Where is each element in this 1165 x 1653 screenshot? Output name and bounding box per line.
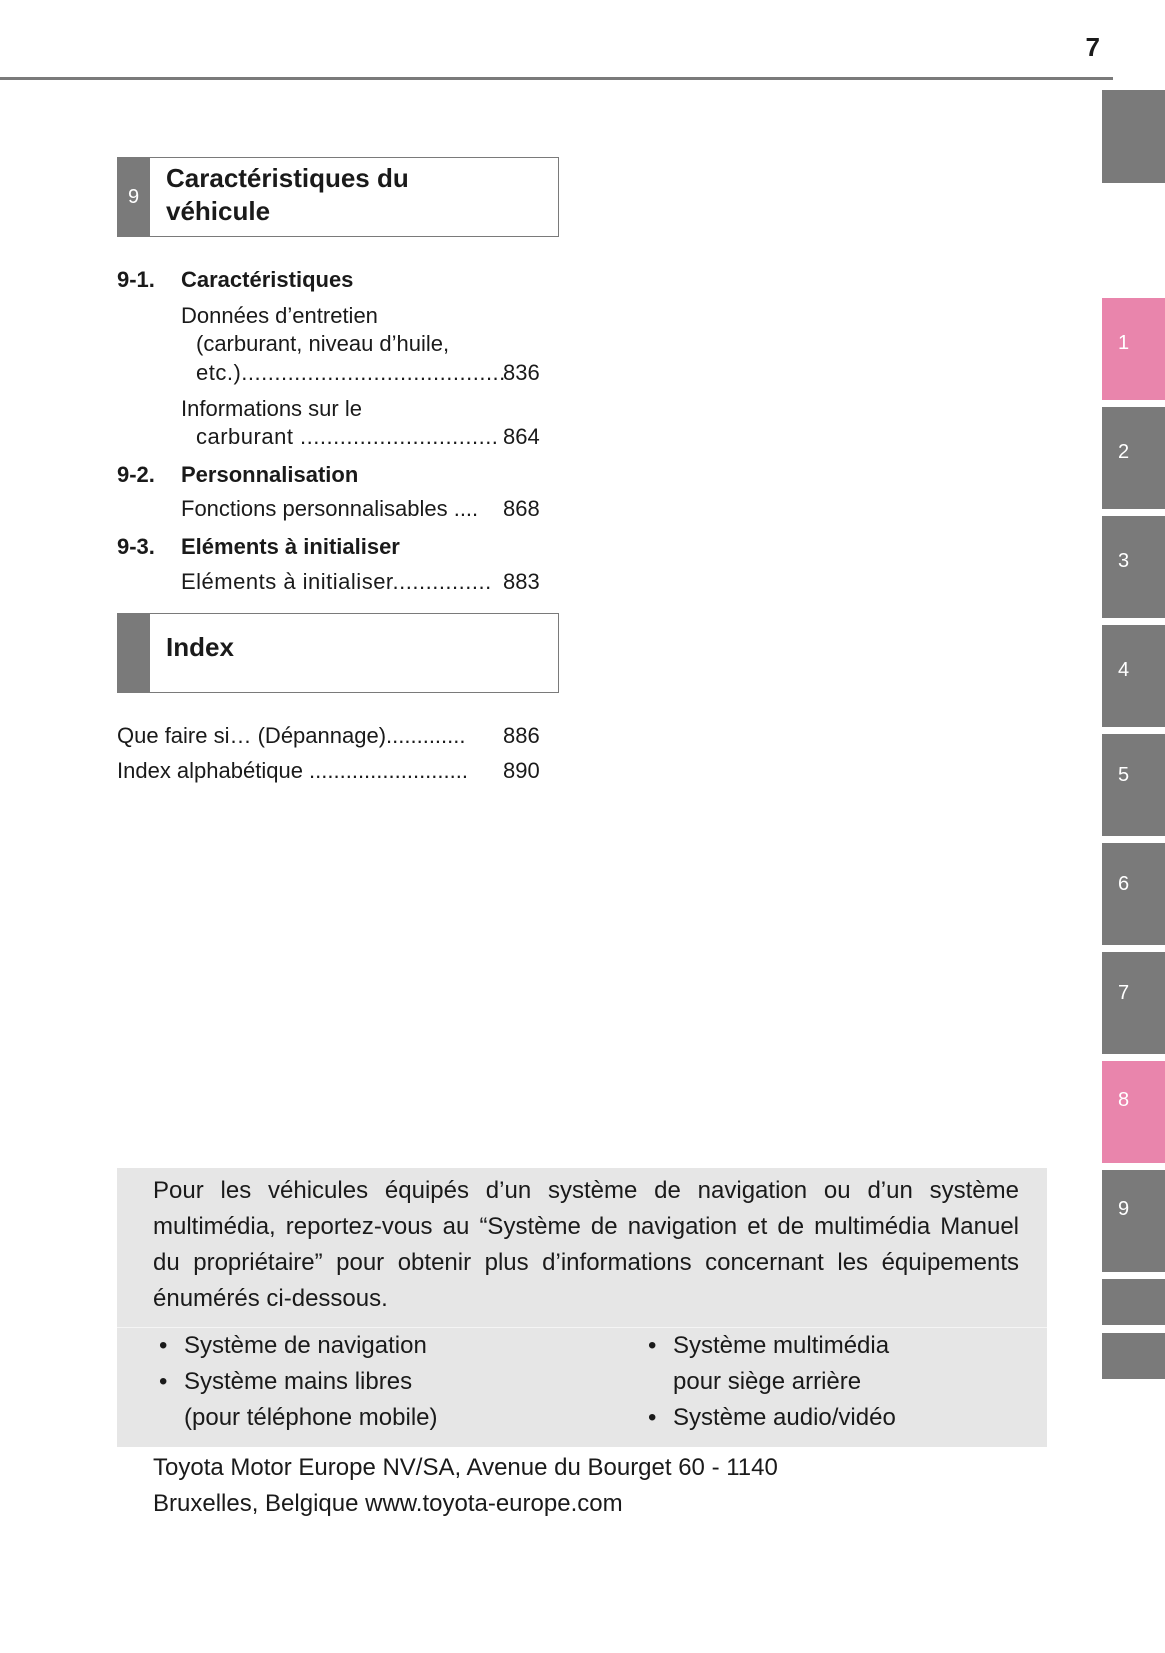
tab-chapter-9[interactable]: 9 xyxy=(1102,1170,1165,1272)
toc-9-2-title[interactable]: Personnalisation xyxy=(181,462,359,487)
page-number: 7 xyxy=(1085,32,1100,62)
toc-9-3-title[interactable]: Eléments à initialiser xyxy=(181,534,400,559)
tab-chapter-1[interactable]: 1 xyxy=(1102,298,1165,400)
tab-blank-top[interactable] xyxy=(1102,90,1165,183)
footer-address-line1: Toyota Motor Europe NV/SA, Avenue du Bourget 60 - 1140 xyxy=(153,1454,778,1481)
index-title: Index xyxy=(166,632,234,662)
toc-entry-donnees-page[interactable]: 836 xyxy=(503,360,540,385)
bullet-multimedia-line2: pour siège arrière xyxy=(673,1368,862,1395)
toc-entry-carburant-page[interactable]: 864 xyxy=(503,424,540,449)
toc-entry-fonctions-page[interactable]: 868 xyxy=(503,496,540,521)
bullet-mains-libres-line1: Système mains libres xyxy=(184,1368,413,1395)
toc-entry-carburant-line1[interactable]: Informations sur le xyxy=(181,396,362,421)
tab-chapter-8[interactable]: 8 xyxy=(1102,1061,1165,1163)
bullet-audio-video: Système audio/vidéo xyxy=(673,1404,896,1431)
index-bar xyxy=(117,613,150,693)
toc-9-2-number: 9-2. xyxy=(117,462,155,487)
section-9-header xyxy=(117,157,559,237)
section-9-number: 9 xyxy=(117,157,150,237)
toc-9-1-title[interactable]: Caractéristiques xyxy=(181,267,354,292)
navigation-note-text: Pour les véhicules équipés d’un système de navigation ou d’un système multimédia, reportez-vous au “Système de navigation et de multimédia Manuel du propriétaire” pour obtenir plus d’informations concernant les équipements énumérés ci-dessous. xyxy=(153,1177,1019,1312)
toc-entry-donnees-line3[interactable]: etc.)........................................ xyxy=(196,360,506,385)
bullet-multimedia-line1: Système multimédia xyxy=(673,1332,890,1359)
tab-chapter-2[interactable]: 2 xyxy=(1102,407,1165,509)
tab-chapter-3[interactable]: 3 xyxy=(1102,516,1165,618)
navigation-note-box xyxy=(117,1168,1047,1447)
toc-entry-elements-text[interactable]: Eléments à initialiser............... xyxy=(181,569,492,594)
tab-chapter-6[interactable]: 6 xyxy=(1102,843,1165,945)
bullet-dot: • xyxy=(159,1332,168,1359)
index-entry-alphabetique-text[interactable]: Index alphabétique .......................... xyxy=(117,758,468,783)
bullet-mains-libres-line2: (pour téléphone mobile) xyxy=(184,1404,438,1431)
toc-9-3-number: 9-3. xyxy=(117,534,155,559)
toc-entry-carburant-line2[interactable]: carburant .............................. xyxy=(196,424,499,449)
tab-chapter-7[interactable]: 7 xyxy=(1102,952,1165,1054)
toc-entry-fonctions-text[interactable]: Fonctions personnalisables .... xyxy=(181,496,479,521)
footer-address-line2: Bruxelles, Belgique www.toyota-europe.com xyxy=(153,1490,623,1517)
tab-chapter-4[interactable]: 4 xyxy=(1102,625,1165,727)
toc-entry-elements-page[interactable]: 883 xyxy=(503,569,540,594)
index-entry-alphabetique-page[interactable]: 890 xyxy=(503,758,540,783)
index-entry-depannage-page[interactable]: 886 xyxy=(503,723,540,748)
tab-chapter-5[interactable]: 5 xyxy=(1102,734,1165,836)
index-entry-depannage-text[interactable]: Que faire si… (Dépannage)............. xyxy=(117,723,466,748)
bullet-dot: • xyxy=(648,1404,657,1431)
bullet-dot: • xyxy=(648,1332,657,1359)
bullet-navigation: Système de navigation xyxy=(184,1332,427,1359)
bullet-dot: • xyxy=(159,1368,168,1395)
tab-blank-lower-1[interactable] xyxy=(1102,1279,1165,1325)
toc-entry-donnees-line1[interactable]: Données d’entretien xyxy=(181,303,378,328)
section-9-title-line2: véhicule xyxy=(166,196,271,226)
tab-blank-lower-2[interactable] xyxy=(1102,1333,1165,1379)
toc-9-1-number: 9-1. xyxy=(117,267,155,292)
header-rule xyxy=(0,77,1113,80)
index-header xyxy=(117,613,559,693)
toc-entry-donnees-line2[interactable]: (carburant, niveau d’huile, xyxy=(196,331,450,356)
section-9-title-line1: Caractéristiques du xyxy=(166,163,409,193)
